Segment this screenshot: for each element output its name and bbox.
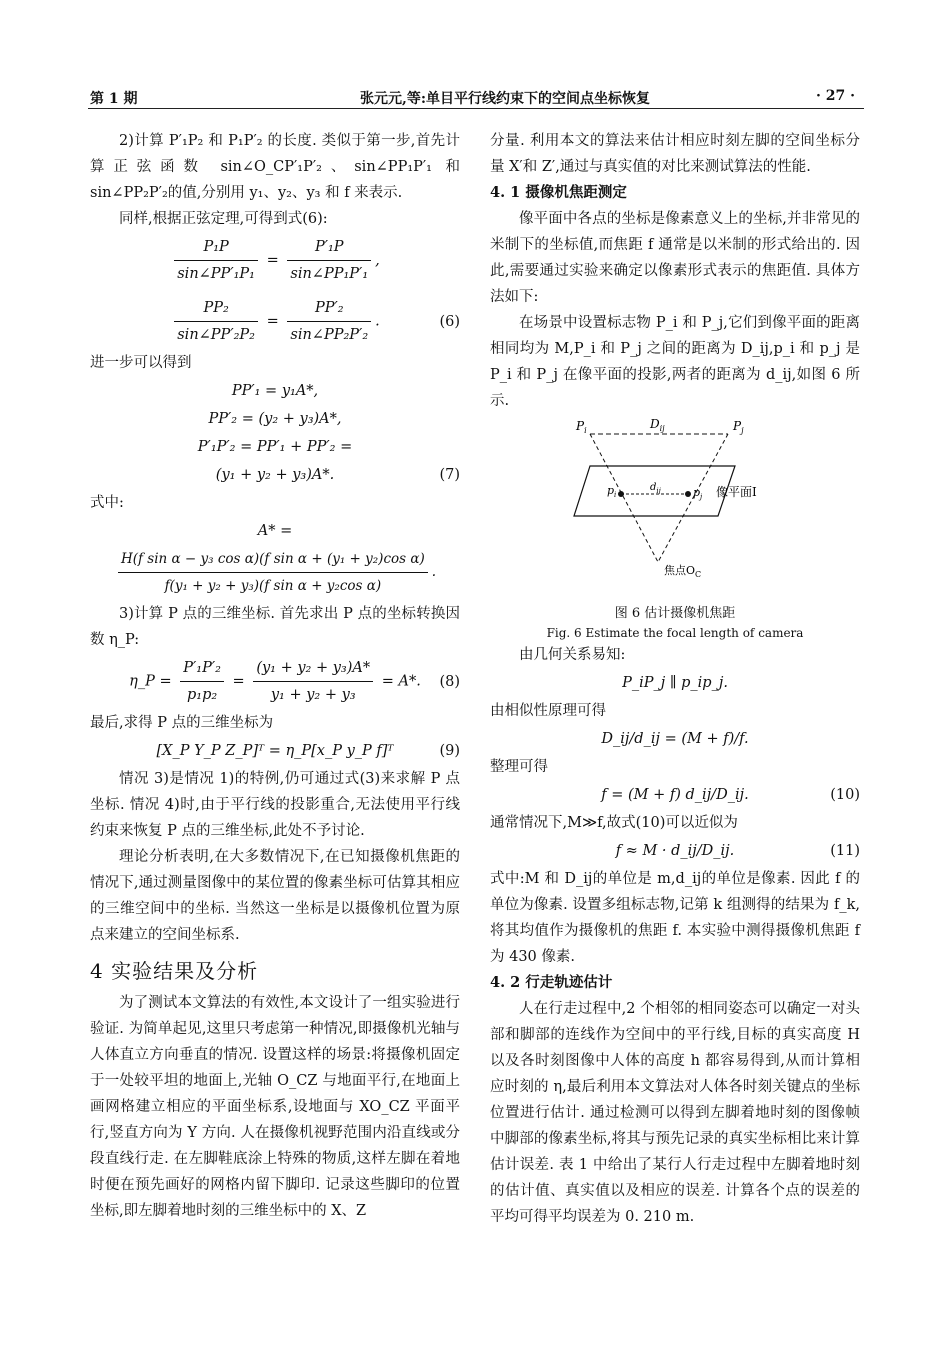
- paragraph: 式中:: [90, 495, 124, 511]
- ray-pi: [590, 434, 658, 562]
- paragraph: 像平面中各点的坐标是像素意义上的坐标,并非常见的米制下的坐标值,而焦距 f 通常是以米制的形式给出的. 因此,需要通过实验来确定以像素形式表示的焦距值. 具体方法如下:: [490, 211, 860, 305]
- left-column: [90, 128, 460, 1224]
- equation-10: f = (M + f) d_ij/D_ij. (10): [490, 782, 860, 808]
- right-column: [490, 128, 860, 1230]
- label-image-plane: 像平面I: [716, 485, 757, 499]
- label-dij: $d_{ij}$: [650, 482, 661, 495]
- equation-astar: $\frac{\text{H(f sin α − y₃ cos α)(f sin α + (y₁ + y₂)cos α)}}{\text{f(y₁ + y₂ + y₃)(f sin α + y₂cos α)}}$ .: [90, 546, 460, 599]
- equation-parallel: P_iP_j ∥ p_ip_j.: [622, 675, 728, 691]
- paragraph: 整理可得: [490, 759, 548, 775]
- subsection-heading: 4. 1 摄像机焦距测定: [490, 184, 627, 201]
- equation-number: (9): [439, 743, 460, 759]
- equation-6b: $\frac{\text{PP₂}}{\text{sin∠PP′₂P₂}}$ = $\frac{\text{PP′₂}}{\text{sin∠PP₂P′₂}}$ . (6): [90, 295, 460, 348]
- equation-6a: $\frac{\text{P₁P}}{\text{sin∠PP′₁P₁}}$ = $\frac{\text{P′₁P}}{\text{sin∠PP₁P′₁}}$ ,: [90, 234, 460, 287]
- paragraph: 在场景中设置标志物 P_i 和 P_j,它们到像平面的距离相同均为 M,P_i 和 P_j 之间的距离为 D_ij,p_i 和 p_j 是 P_i 和 P_j 在像平面的投影,两者的距离为 d_ij,如图 6 所示.: [490, 315, 860, 409]
- paragraph: 3)计算 P 点的三维坐标. 首先求出 P 点的坐标转换因数 η_P:: [90, 606, 460, 648]
- equation-7-line: (y₁ + y₂ + y₃)A*. (7): [90, 462, 460, 488]
- label-pj: $p_j$: [693, 486, 703, 501]
- point-pi: [618, 491, 624, 497]
- paragraph: 分量. 利用本文的算法来估计相应时刻左脚的空间坐标分量 X′和 Z′,通过与真实值的对比来测试算法的性能.: [490, 133, 860, 175]
- paragraph: 为了测试本文算法的有效性,本文设计了一组实验进行验证. 为简单起见,这里只考虑第一种情况,即摄像机光轴与人体直立方向垂直的情况. 设置这样的场景:将摄像机固定于一处较平坦的地面上,光轴 O_CZ 与地面平行,在地面上画网格建立相应的平面坐标系,设地面与 XO_CZ 平面平行,竖直方向为 Y 方向. 人在摄像机视野范围内沿直线或分段直线行走. 在左脚鞋底涂上特殊的物质,这样左脚在着地时便在预先画好的网格内留下脚印. 记录这些脚印的位置坐标,即左脚着地时刻的三维坐标中的 X、Z: [90, 995, 460, 1219]
- label-Pi: $P_i$: [576, 419, 587, 435]
- equation-7-line: PP′₁ = y₁A*,: [231, 383, 319, 399]
- equation-8: η_P = $\frac{\text{P′₁P′₂}}{\text{p₁p₂}}$ = $\frac{\text{(y₁ + y₂ + y₃)A*}}{\text{y₁ + y₂ + y₃}}$ = A*. (8): [90, 655, 460, 708]
- label-Dij: $D_{ij}$: [650, 417, 665, 433]
- equation-7-line: P′₁P′₂ = PP′₁ + PP′₂ =: [197, 439, 353, 455]
- figure-6: [490, 414, 860, 604]
- figure-caption-en: Fig. 6 Estimate the focal length of camera: [546, 626, 804, 640]
- paragraph: 由几何关系易知:: [519, 647, 626, 663]
- paragraph: 式中:M 和 D_ij的单位是 m,d_ij的单位是像素. 因此 f 的单位为像素. 设置多组标志物,记第 k 组测得的结果为 f_k,将其均值作为摄像机的焦距 f. 本实验中测得摄像机焦距 f 为 430 像素.: [490, 871, 860, 965]
- page-number: · 27 ·: [816, 88, 855, 104]
- focal-length-diagram: [490, 414, 860, 604]
- equation-11: f ≈ M · d_ij/D_ij. (11): [490, 838, 860, 864]
- subsection-heading: 4. 2 行走轨迹估计: [490, 974, 613, 991]
- equation-number: (10): [830, 787, 860, 803]
- equation-number: (11): [830, 843, 860, 859]
- paragraph: 通常情况下,M≫f,故式(10)可以近似为: [490, 815, 738, 831]
- paragraph: 理论分析表明,在大多数情况下,在已知摄像机焦距的情况下,通过测量图像中的某位置的像素坐标可估算其相应的三维空间中的坐标. 当然这一坐标是以摄像机位置为原点来建立的空间坐标系.: [90, 849, 460, 943]
- section-heading: 4 实验结果及分析: [90, 959, 259, 983]
- label-focus: 焦点$O_C$: [664, 564, 702, 579]
- figure-caption-cn: 图 6 估计摄像机焦距: [614, 606, 736, 621]
- running-header-issue: 第 1 期: [90, 91, 138, 107]
- equation-number: (7): [439, 467, 460, 483]
- paragraph: 情况 3)是情况 1)的特例,仍可通过式(3)来求解 P 点坐标. 情况 4)时,由于平行线的投影重合,无法使用平行线约束来恢复 P 点的三维坐标,此处不予讨论.: [90, 771, 460, 839]
- equation-astar-lhs: A* =: [257, 523, 293, 539]
- header-rule: [88, 108, 864, 109]
- paragraph: 进一步可以得到: [90, 355, 192, 371]
- running-header-title: 张元元,等:单目平行线约束下的空间点坐标恢复: [360, 91, 651, 107]
- paragraph: 最后,求得 P 点的三维坐标为: [90, 715, 274, 731]
- equation-number: (8): [439, 674, 460, 690]
- equation-similarity: D_ij/d_ij = (M + f)/f.: [601, 731, 749, 747]
- equation-number: (6): [439, 314, 460, 330]
- paragraph: 同样,根据正弦定理,可得到式(6):: [119, 211, 328, 227]
- paragraph: 人在行走过程中,2 个相邻的相同姿态可以确定一对头部和脚部的连线作为空间中的平行线,目标的真实高度 H 以及各时刻图像中人体的高度 h 都容易得到,从而计算相应时刻的 η,最后利用本文算法对人体各时刻关键点的坐标位置进行估计. 通过检测可以得到左脚着地时刻的图像帧中脚部的像素坐标,将其与预先记录的真实坐标相比来计算估计误差. 表 1 中给出了某行人行走过程中左脚着地时刻的估计值、真实值以及相应的误差. 计算各个点的误差的平均可得平均误差为 0. 210 m.: [490, 1001, 860, 1225]
- paragraph: 2)计算 P′₁P₂ 和 P₁P′₂ 的长度. 类似于第一步,首先计算正弦函数 sin∠O_CP′₁P′₂、sin∠PP₁P′₁ 和 sin∠PP₂P′₂的值,分别用 y₁、y₂、y₃ 和 f 来表示.: [90, 133, 460, 201]
- label-pi: $p_i$: [607, 484, 617, 499]
- paragraph: 由相似性原理可得: [490, 703, 606, 719]
- label-Pj: $P_j$: [733, 419, 744, 435]
- equation-9: [X_P Y_P Z_P]ᵀ = η_P[x_P y_P f]ᵀ (9): [90, 738, 460, 764]
- equation-7-line: PP′₂ = (y₂ + y₃)A*,: [208, 411, 342, 427]
- point-pj: [685, 491, 691, 497]
